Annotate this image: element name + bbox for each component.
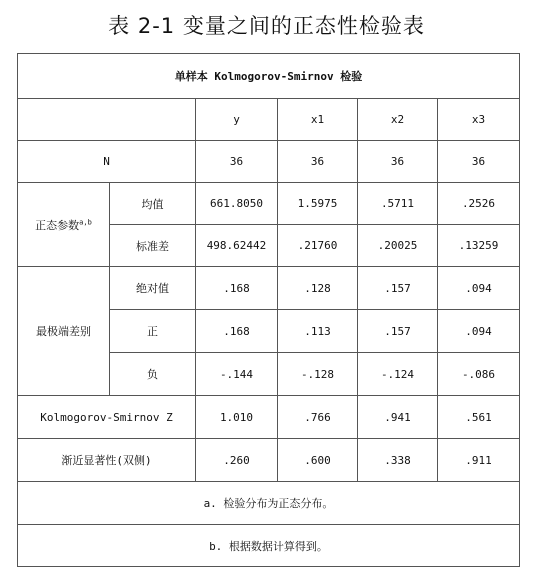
table-cell: 661.8050 (196, 183, 278, 225)
footnote-marker: a,b (79, 217, 92, 226)
row-label-n: N (18, 141, 196, 183)
column-header-row (18, 99, 520, 141)
row-label: 均值 (110, 183, 196, 225)
table-cell: .20025 (358, 225, 438, 267)
table-cell: .766 (278, 396, 358, 439)
table-cell: .157 (358, 310, 438, 353)
table-cell: 36 (358, 141, 438, 183)
table-cell: 36 (278, 141, 358, 183)
ks-test-table (17, 53, 520, 567)
table-row (18, 183, 520, 225)
table-cell: .157 (358, 267, 438, 310)
table-cell: 1.5975 (278, 183, 358, 225)
column-header: x1 (278, 99, 358, 141)
row-label: 标准差 (110, 225, 196, 267)
row-label: 绝对值 (110, 267, 196, 310)
table-cell: .2526 (438, 183, 520, 225)
table-cell: .941 (358, 396, 438, 439)
table-cell: .094 (438, 310, 520, 353)
table-cell: 498.62442 (196, 225, 278, 267)
table-cell: -.128 (278, 353, 358, 396)
table-cell: 36 (196, 141, 278, 183)
column-header: y (196, 99, 278, 141)
table-cell: -.124 (358, 353, 438, 396)
table-cell: 36 (438, 141, 520, 183)
footnote-a: a. 检验分布为正态分布。 (18, 482, 520, 525)
row-label-ks-z: Kolmogorov-Smirnov Z (18, 396, 196, 439)
group-label-text: 正态参数 (35, 218, 80, 232)
table-cell: .600 (278, 439, 358, 482)
group-label-extreme-diff: 最极端差别 (18, 267, 110, 396)
row-label: 负 (110, 353, 196, 396)
table-cell: .13259 (438, 225, 520, 267)
footnote-b: b. 根据数据计算得到。 (18, 525, 520, 567)
row-label-asymp-sig: 渐近显著性(双侧) (18, 439, 196, 482)
table-cell: .21760 (278, 225, 358, 267)
table-cell: .5711 (358, 183, 438, 225)
table-cell: .094 (438, 267, 520, 310)
table-cell: .128 (278, 267, 358, 310)
table-cell: -.144 (196, 353, 278, 396)
header-blank-cell (18, 99, 196, 141)
table-cell: .168 (196, 310, 278, 353)
table-row (18, 439, 520, 482)
column-header: x3 (438, 99, 520, 141)
table-cell: .911 (438, 439, 520, 482)
table-cell: .168 (196, 267, 278, 310)
table-row (18, 396, 520, 439)
table-row (18, 141, 520, 183)
table-caption: 表 2-1 变量之间的正态性检验表 (108, 14, 425, 38)
table-title: 单样本 Kolmogorov-Smirnov 检验 (18, 54, 520, 99)
table-cell: .561 (438, 396, 520, 439)
column-header: x2 (358, 99, 438, 141)
table-row (18, 267, 520, 310)
table-cell: .260 (196, 439, 278, 482)
table-cell: .338 (358, 439, 438, 482)
table-cell: 1.010 (196, 396, 278, 439)
row-label: 正 (110, 310, 196, 353)
table-cell: -.086 (438, 353, 520, 396)
table-cell: .113 (278, 310, 358, 353)
group-label-normal-params (18, 183, 110, 267)
